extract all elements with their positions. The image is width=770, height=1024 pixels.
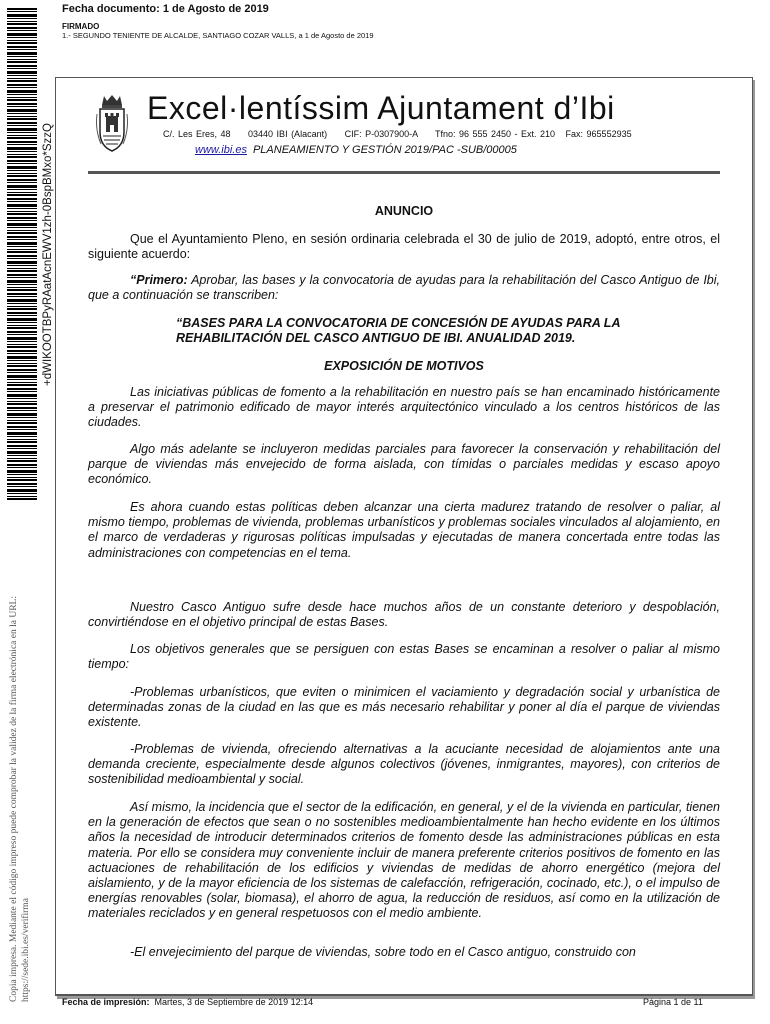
- signed-label: FIRMADO: [62, 22, 100, 31]
- paragraph-3: Es ahora cuando estas políticas deben alcanzar una cierta madurez tratando de resolver o paliar, al mismo tiempo, problemas de vivienda, problemas urbanísticos y problemas sociales vinculados al alojamiento, en el marco de verdaderas y rigurosas políticas impulsadas y ejecutadas de manera concertada entre todas las administraciones con competencias en el tema.: [88, 500, 720, 560]
- page-number: Página 1 de 11: [643, 997, 703, 1007]
- paragraph-4: Nuestro Casco Antiguo sufre desde hace muchos años de un constante deterioro y despoblación, convirtiéndose en el objetivo principal de estas Bases.: [88, 600, 720, 630]
- website-link[interactable]: www.ibi.es: [195, 144, 247, 156]
- paragraph-7: -Problemas de vivienda, ofreciendo alternativas a la acuciante necesidad de alojamientos ante una demanda creciente, especialmente desde algunos colectivos (jóvenes, inmigrantes, mayores), con criterios de sostenibilidad medioambiental y social.: [88, 742, 720, 787]
- primero-text: Aprobar, las bases y la convocatoria de ayudas para la rehabilitación del Casco Antiguo de Ibi, que a continuación se transcriben:: [88, 273, 720, 303]
- paragraph-9: -El envejecimiento del parque de viviendas, sobre todo en el Casco antiguo, construido con: [130, 945, 636, 959]
- primero-label: “Primero:: [130, 273, 188, 287]
- paragraph-1: Las iniciativas públicas de fomento a la rehabilitación en nuestro país se han encaminado históricamente a preservar el patrimonio edificado de mayor interés arquitectónico vinculado a los centros históricos de las ciudades.: [88, 385, 720, 430]
- print-date-label: Fecha de impresión:: [62, 997, 150, 1007]
- paragraph-5: Los objetivos generales que se persiguen con estas Bases se encaminan a resolver o paliar al mismo tiempo:: [88, 642, 720, 672]
- verification-note-line1: Copia impresa. Mediante el código impreso puede comprobar la validez de la firma electrónica en la URL:: [9, 596, 19, 1002]
- verification-note: [8, 502, 32, 1002]
- verification-note-url: https://sede.ibi.es/verifirma: [21, 898, 31, 1002]
- contact-details: C/. Les Eres, 48 03440 IBI (Alacant) CIF: P-0307900-A Tfno: 96 555 2450 - Ext. 210 Fax: 965552935: [163, 129, 632, 139]
- file-reference: PLANEAMIENTO Y GESTIÓN 2019/PAC -SUB/00005: [252, 144, 517, 156]
- heading: ANUNCIO: [374, 204, 434, 218]
- paragraph-6: -Problemas urbanísticos, que eviten o minimicen el vaciamiento y degradación social y urbanística de determinadas zonas de la ciudad en las que es más necesario rehabilitar y poner al día el parque de viviendas existente.: [88, 685, 720, 730]
- footer-divider: [55, 994, 753, 995]
- print-date: [62, 997, 313, 1007]
- paragraph-2: Algo más adelante se incluyeron medidas parciales para favorecer la conservación y rehabilitación del parque de viviendas más envejecido de forma aislada, con tímidas o parciales medidas y escaso apoyo económico.: [88, 442, 720, 487]
- primero-paragraph: [88, 273, 720, 303]
- barcode-code: +dWIKOOTBPyRAatAcnEWV1zh-0BspBMxo*SzzQ: [42, 123, 54, 386]
- signer-line: 1.- SEGUNDO TENIENTE DE ALCALDE, SANTIAGO COZAR VALLS, a 1 de Agosto de 2019: [62, 31, 374, 40]
- organization-title: Excel·lentíssim Ajuntament d’Ibi: [147, 90, 615, 126]
- paragraph-8: Así mismo, la incidencia que el sector de la edificación, en general, y el de la vivienda en particular, tienen en la generación de efectos que sean o no sostenibles medioambientalmente han hecho evidente en los últimos años la necesidad de introducir determinados criterios de fomento desde las administraciones públicas en esta materia. Por ello se considera muy conveniente incluir de manera preferente criterios positivos de fomento en las actuaciones de rehabilitación de los edificios y viviendas de medidas de ahorro energético (mejora del aislamiento, y de la mayor eficiencia de los sistemas de calefacción, refrigeración, cocinado, etc.), o el impulso de energías renovables (solar, biomasa), el ahorro de agua, la reducción de residuos, así como en la utilización de materiales reciclados y en general respetuosos con el medio ambiente.: [88, 800, 720, 921]
- verification-barcode: [7, 8, 37, 500]
- website-line: [195, 144, 517, 156]
- header-divider: [88, 171, 720, 174]
- print-date-value: Martes, 3 de Septiembre de 2019 12:14: [154, 997, 314, 1007]
- document-date: Fecha documento: 1 de Agosto de 2019: [62, 3, 269, 15]
- municipal-crest-icon: [95, 94, 129, 154]
- intro-paragraph: Que el Ayuntamiento Pleno, en sesión ordinaria celebrada el 30 de julio de 2019, adoptó, entre otros, el siguiente acuerdo:: [88, 232, 720, 262]
- bases-title: “BASES PARA LA CONVOCATORIA DE CONCESIÓN DE AYUDAS PARA LA REHABILITACIÓN DEL CASCO ANTIGUO DE IBI. ANUALIDAD 2019.: [176, 316, 621, 346]
- motivos-title: EXPOSICIÓN DE MOTIVOS: [324, 359, 484, 373]
